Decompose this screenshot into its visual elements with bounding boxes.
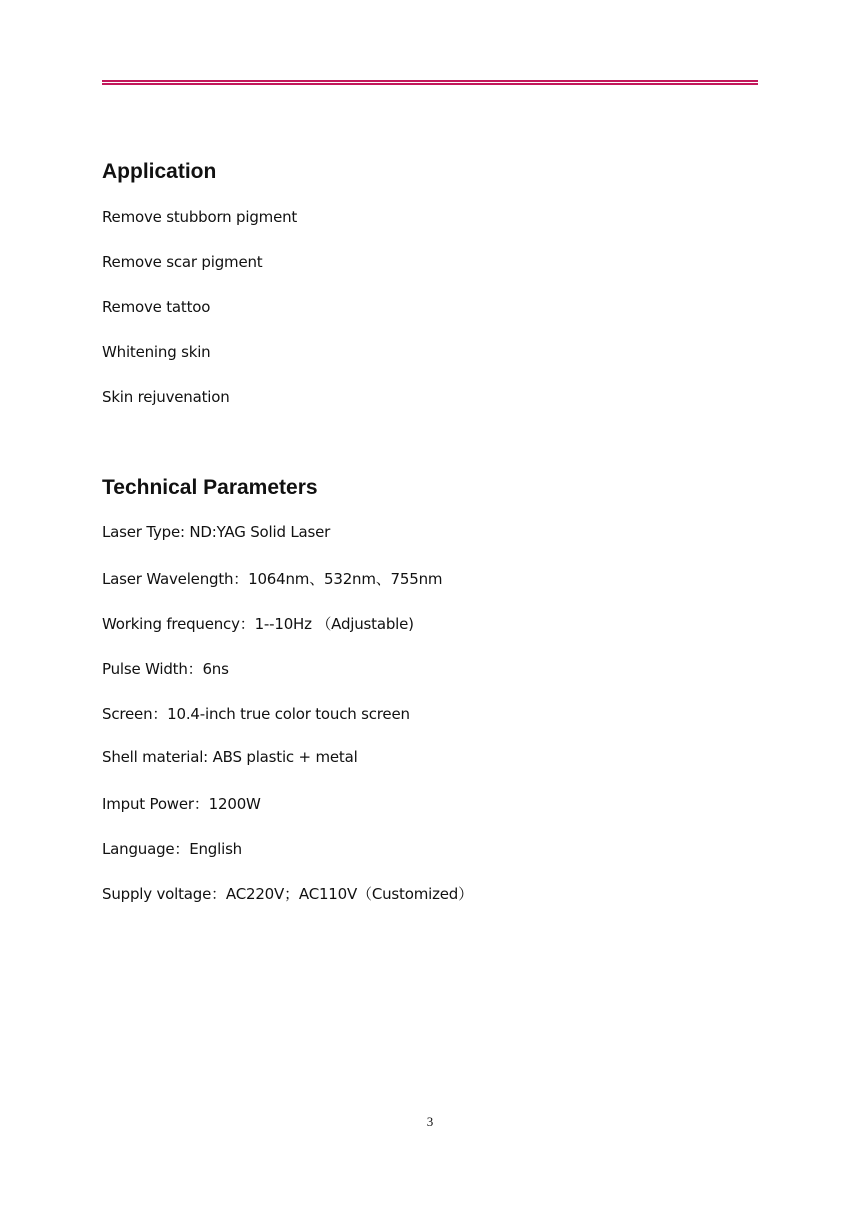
technical-parameter-item: Working frequency：1--10Hz （Adjustable) — [102, 615, 414, 633]
application-item: Remove tattoo — [102, 298, 211, 316]
application-heading: Application — [102, 160, 217, 183]
technical-parameter-item: Imput Power：1200W — [102, 795, 261, 813]
header-rule-bottom — [102, 83, 758, 85]
application-item: Remove scar pigment — [102, 253, 263, 271]
technical-parameter-item: Shell material: ABS plastic + metal — [102, 748, 358, 766]
technical-parameters-heading: Technical Parameters — [102, 476, 318, 499]
header-rule — [102, 80, 758, 85]
technical-parameter-item: Supply voltage：AC220V；AC110V（Customized） — [102, 885, 473, 903]
technical-parameter-item: Language：English — [102, 840, 242, 858]
technical-parameter-item: Laser Type: ND:YAG Solid Laser — [102, 523, 331, 541]
technical-parameter-item: Screen：10.4-inch true color touch screen — [102, 705, 410, 723]
technical-parameter-item: Laser Wavelength：1064nm、532nm、755nm — [102, 570, 443, 588]
page-number: 3 — [426, 1114, 434, 1129]
header-rule-top — [102, 80, 758, 82]
technical-parameter-item: Pulse Width：6ns — [102, 660, 229, 678]
application-item: Whitening skin — [102, 343, 211, 361]
application-item: Remove stubborn pigment — [102, 208, 298, 226]
application-item: Skin rejuvenation — [102, 388, 230, 406]
